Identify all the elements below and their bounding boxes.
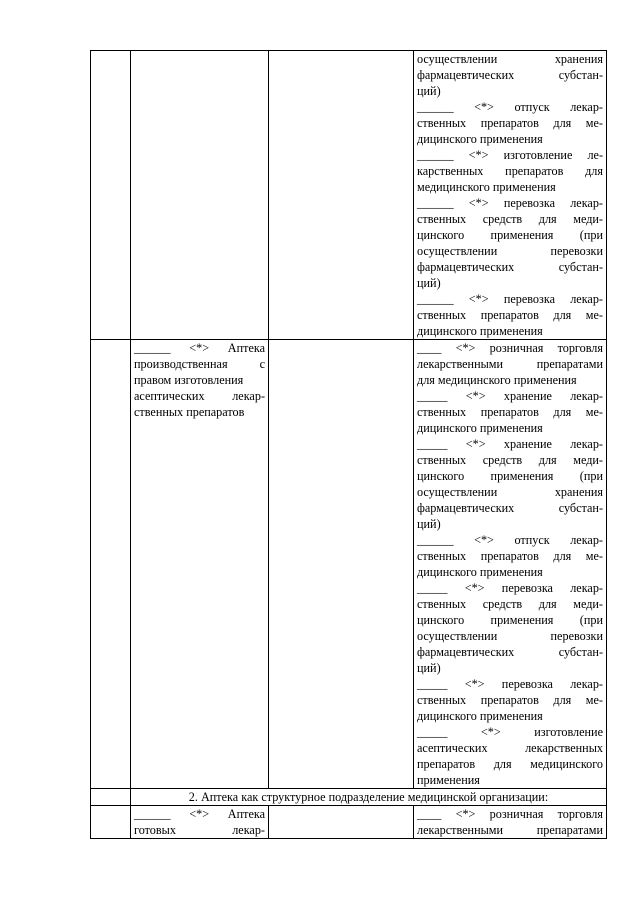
text-line: лекарственными препаратами — [417, 357, 603, 371]
table-row — [91, 789, 607, 806]
text-line: ственных препаратов для ме- — [417, 405, 603, 419]
text-line: ций) — [417, 517, 441, 531]
text-line: асептических лекар- — [134, 389, 265, 403]
text-line: _____ <*> изготовление — [417, 725, 603, 739]
text-line: ций) — [417, 276, 441, 290]
text-line: ______ <*> отпуск лекар- — [417, 100, 603, 114]
row-number-cell — [91, 340, 131, 789]
text-line: дицинского применения — [417, 421, 543, 435]
row-number-cell — [91, 806, 131, 839]
address-cell — [269, 340, 414, 789]
text-line: карственных препаратов для — [417, 164, 603, 178]
text-line: дицинского применения — [417, 324, 543, 338]
text-line: лекарственными препаратами — [417, 823, 603, 837]
text-line: дицинского применения — [417, 565, 543, 579]
text-line: ственных препаратов — [134, 405, 245, 419]
table-row — [91, 51, 607, 340]
text-line: фармацевтических субстан- — [417, 260, 603, 274]
text-line: ______ <*> перевозка лекар- — [417, 196, 603, 210]
text-line: правом изготовления — [134, 373, 244, 387]
text-line: медицинского применения — [417, 180, 556, 194]
works-services-cell — [414, 51, 607, 340]
text-line: ______ <*> Аптека — [134, 341, 265, 355]
text-line: ______ <*> изготовление ле- — [417, 148, 603, 162]
text-line: ______ <*> Аптека — [134, 807, 265, 821]
activity-type-cell — [131, 806, 269, 839]
text-line: осуществлении перевозки — [417, 244, 603, 258]
address-cell — [269, 51, 414, 340]
text-line: ственных препаратов для ме- — [417, 549, 603, 563]
section-heading: 2. Аптека как структурное подразделение медицинской организации: — [131, 789, 607, 806]
text-line: ций) — [417, 84, 441, 98]
text-line: цинского применения (при — [417, 469, 603, 483]
text-line: готовых лекар- — [134, 823, 265, 837]
table-row — [91, 340, 607, 789]
text-line: ственных средств для меди- — [417, 453, 603, 467]
activity-type-cell — [131, 340, 269, 789]
works-services-cell — [414, 806, 607, 839]
text-line: _____ <*> хранение лекар- — [417, 437, 603, 451]
text-line: ственных препаратов для ме- — [417, 308, 603, 322]
text-line: цинского применения (при — [417, 228, 603, 242]
text-line: применения — [417, 773, 480, 787]
text-line: ций) — [417, 661, 441, 675]
table-body — [91, 51, 607, 839]
text-line: фармацевтических субстан- — [417, 68, 603, 82]
document-page — [90, 50, 604, 839]
works-services-cell — [414, 340, 607, 789]
row-number-cell — [91, 51, 131, 340]
text-line: асептических лекарственных — [417, 741, 603, 755]
text-line: осуществлении перевозки — [417, 629, 603, 643]
text-line: дицинского применения — [417, 132, 543, 146]
text-line: фармацевтических субстан- — [417, 645, 603, 659]
text-line: для медицинского применения — [417, 373, 577, 387]
text-line: осуществлении хранения — [417, 485, 603, 499]
text-line: _____ <*> перевозка лекар- — [417, 677, 603, 691]
text-line: производственная с — [134, 357, 265, 371]
text-line: ______ <*> отпуск лекар- — [417, 533, 603, 547]
text-line: _____ <*> хранение лекар- — [417, 389, 603, 403]
row-number-cell — [91, 789, 131, 806]
text-line: _____ <*> перевозка лекар- — [417, 581, 603, 595]
license-form-table — [90, 50, 607, 839]
text-line: цинского применения (при — [417, 613, 603, 627]
text-line: фармацевтических субстан- — [417, 501, 603, 515]
table-row — [91, 806, 607, 839]
text-line: осуществлении хранения — [417, 52, 603, 66]
address-cell — [269, 806, 414, 839]
text-line: ственных средств для меди- — [417, 597, 603, 611]
text-line: препаратов для медицинского — [417, 757, 603, 771]
text-line: ______ <*> перевозка лекар- — [417, 292, 603, 306]
text-line: ственных препаратов для ме- — [417, 116, 603, 130]
text-line: ственных препаратов для ме- — [417, 693, 603, 707]
text-line: ____ <*> розничная торговля — [417, 341, 603, 355]
activity-type-cell — [131, 51, 269, 340]
text-line: ственных средств для меди- — [417, 212, 603, 226]
text-line: ____ <*> розничная торговля — [417, 807, 603, 821]
text-line: дицинского применения — [417, 709, 543, 723]
